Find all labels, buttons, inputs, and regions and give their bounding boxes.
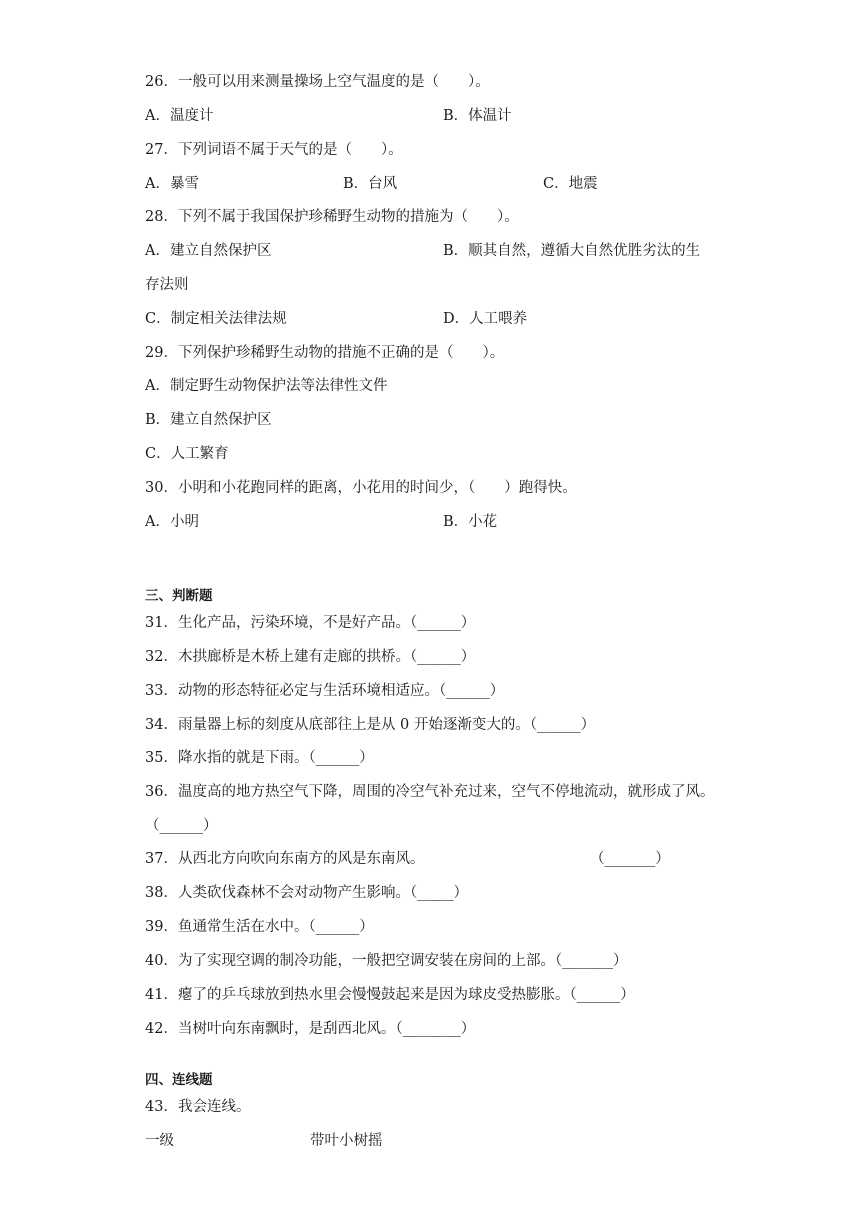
question-43-stem: 43．我会连线。 (145, 1099, 251, 1115)
question-26-option-b: B．体温计 (443, 108, 512, 124)
question-29-option-b: B．建立自然保护区 (145, 412, 272, 428)
question-27-stem: 27．下列词语不属于天气的是（ ）。 (145, 142, 403, 158)
question-29-option-c: C．人工繁育 (145, 446, 229, 462)
question-29-option-a: A．制定野生动物保护法等法律性文件 (145, 378, 388, 394)
match-right-item-1: 带叶小树摇 (310, 1133, 383, 1149)
match-left-item-1: 一级 (145, 1133, 174, 1149)
question-28-option-d: D．人工喂养 (443, 311, 528, 327)
judge-question-37: 37．从西北方向吹向东南方的风是东南风。 (145, 851, 425, 867)
judge-question-40: 40．为了实现空调的制冷功能，一般把空调安装在房间的上部。（_______） (145, 953, 628, 969)
question-28-stem: 28．下列不属于我国保护珍稀野生动物的措施为（ ）。 (145, 209, 519, 225)
judge-question-42: 42．当树叶向东南飘时，是刮西北风。（________） (145, 1021, 476, 1037)
question-28-option-b: B．顺其自然，遵循大自然优胜劣汰的生 (443, 243, 701, 259)
question-26-option-a: A．温度计 (145, 108, 214, 124)
judge-question-34: 34．雨量器上标的刻度从底部往上是从 0 开始逐渐变大的。（______） (145, 717, 596, 733)
question-27-option-b: B．台风 (343, 176, 398, 192)
judge-question-35: 35．降水指的就是下雨。（______） (145, 750, 374, 766)
section-4-title: 四、连线题 (145, 1072, 213, 1088)
judge-question-39: 39．鱼通常生活在水中。（______） (145, 919, 374, 935)
judge-question-32: 32．木拱廊桥是木桥上建有走廊的拱桥。（______） (145, 649, 476, 665)
judge-question-31: 31．生化产品，污染环境，不是好产品。（______） (145, 615, 476, 631)
question-27-option-c: C．地震 (543, 176, 598, 192)
question-28-option-b-continued: 存法则 (145, 277, 189, 293)
question-30-option-b: B．小花 (443, 514, 498, 530)
judge-question-36: 36．温度高的地方热空气下降，周围的冷空气补充过来，空气不停地流动，就形成了风。 (145, 784, 715, 800)
question-29-stem: 29．下列保护珍稀野生动物的措施不正确的是（ ）。 (145, 345, 505, 361)
question-30-option-a: A．小明 (145, 514, 199, 530)
question-27-option-a: A．暴雪 (145, 176, 199, 192)
question-28-option-c: C．制定相关法律法规 (145, 311, 287, 327)
judge-question-33: 33．动物的形态特征必定与生活环境相适应。（______） (145, 683, 505, 699)
question-28-option-a: A．建立自然保护区 (145, 243, 272, 259)
judge-question-36-blank: （______） (145, 818, 218, 834)
question-30-stem: 30．小明和小花跑同样的距离，小花用的时间少，（ ）跑得快。 (145, 480, 577, 496)
section-3-title: 三、判断题 (145, 588, 213, 604)
question-26-stem: 26．一般可以用来测量操场上空气温度的是（ ）。 (145, 74, 490, 90)
judge-question-38: 38．人类砍伐森林不会对动物产生影响。（_____） (145, 885, 468, 901)
judge-question-37-blank: （_______） (590, 851, 670, 867)
judge-question-41: 41．瘪了的乒乓球放到热水里会慢慢鼓起来是因为球皮受热膨胀。（______） (145, 987, 635, 1003)
